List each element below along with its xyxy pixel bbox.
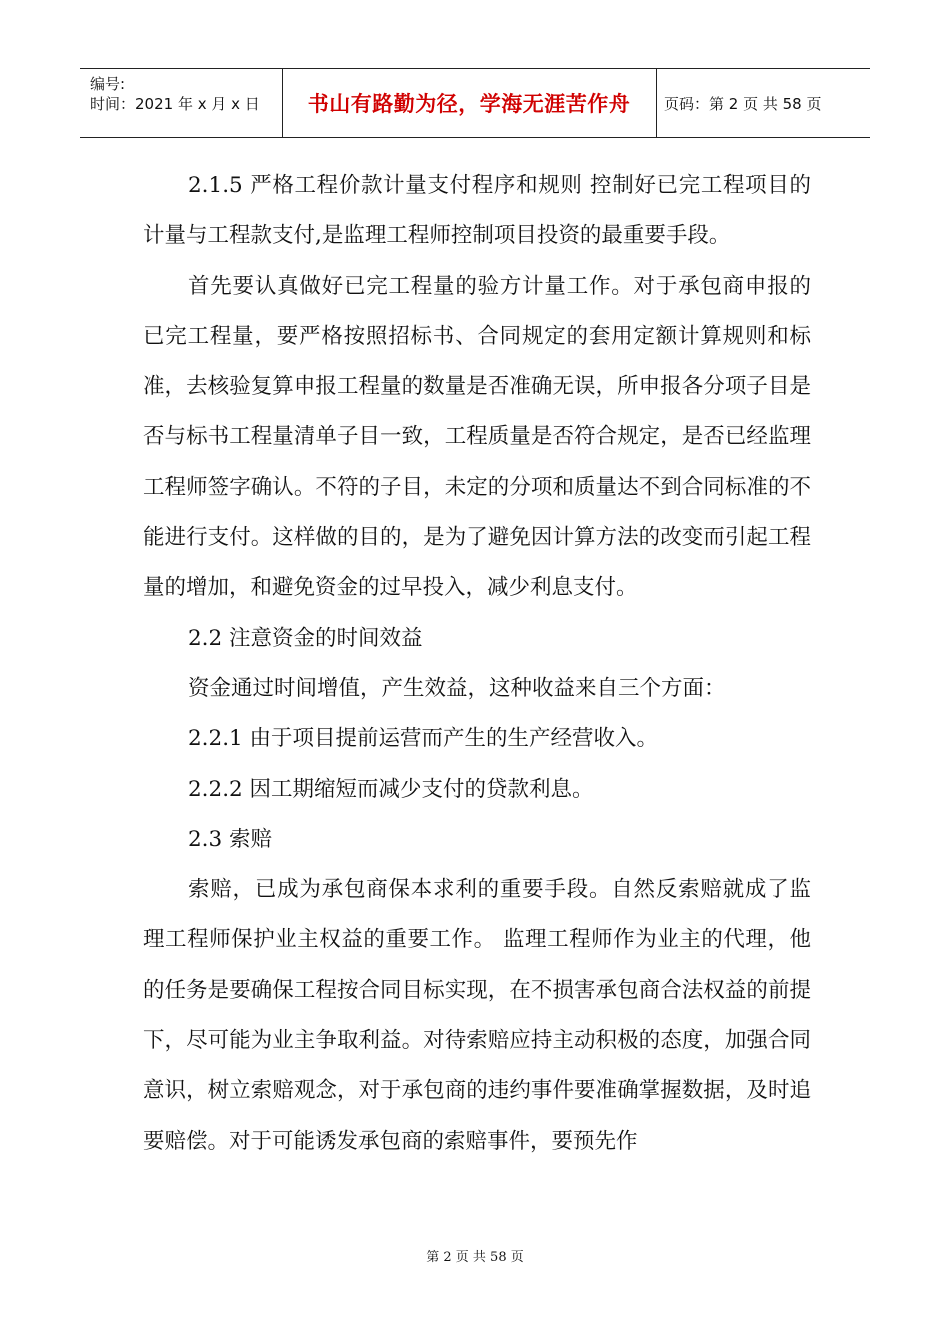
page-footer: 第 2 页 共 58 页 — [426, 1250, 524, 1265]
paragraph: 2.2.1 由于项目提前运营而产生的生产经营收入。 — [188, 726, 659, 752]
header-motto-cell — [282, 69, 657, 137]
header-meta-cell — [80, 69, 283, 137]
paragraph: 首先要认真做好已完工程量的验方计量工作。对于承包商申报的已完工程量，要严格按照招标书、合同规定的套用定额计算规则和标准，去核验复算申报工程量的数量是否准确无误，所申报各分项子目是否与标书工程量清单子目一致，工程质量是否符合规定，是否已经监理工程师签字确认。不符的子目，未定的分项和质量达不到合同标准的不能进行支付。这样做的目的，是为了避免因计算方法的改变而引起工程量的增加，和避免资金的过早投入，减少利息支付。 — [143, 273, 811, 601]
document-date-label: 时间：2021 年 x 月 x 日 — [90, 95, 260, 113]
motto-text: 书山有路勤为径，学海无涯苦作舟 — [307, 92, 631, 116]
paragraph: 2.1.5 严格工程价款计量支付程序和规则 控制好已完工程项目的计量与工程款支付,是监理工程师控制项目投资的最重要手段。 — [143, 173, 811, 249]
document-body — [143, 161, 811, 1167]
header-page-cell — [656, 69, 870, 137]
section-heading: 2.3 索赔 — [188, 826, 273, 852]
section-heading: 2.2 注意资金的时间效益 — [188, 625, 423, 651]
header-page-info: 页码：第 2 页 共 58 页 — [664, 94, 822, 113]
paragraph: 资金通过时间增值，产生效益，这种收益来自三个方面： — [188, 675, 726, 701]
page-header — [80, 68, 870, 138]
paragraph: 索赔，已成为承包商保本求利的重要手段。自然反索赔就成了监理工程师保护业主权益的重要工作。 监理工程师作为业主的代理，他的任务是要确保工程按合同目标实现，在不损害承包商合法权益的前提下，尽可能为业主争取利益。对待索赔应持主动积极的态度，加强合同意识，树立索赔观念，对于承包商的违约事件要准确掌握数据，及时追要赔偿。对于可能诱发承包商的索赔事件，要预先作 — [143, 877, 811, 1154]
document-number-label: 编号: — [90, 75, 126, 93]
paragraph: 2.2.2 因工期缩短而减少支付的贷款利息。 — [188, 776, 594, 802]
